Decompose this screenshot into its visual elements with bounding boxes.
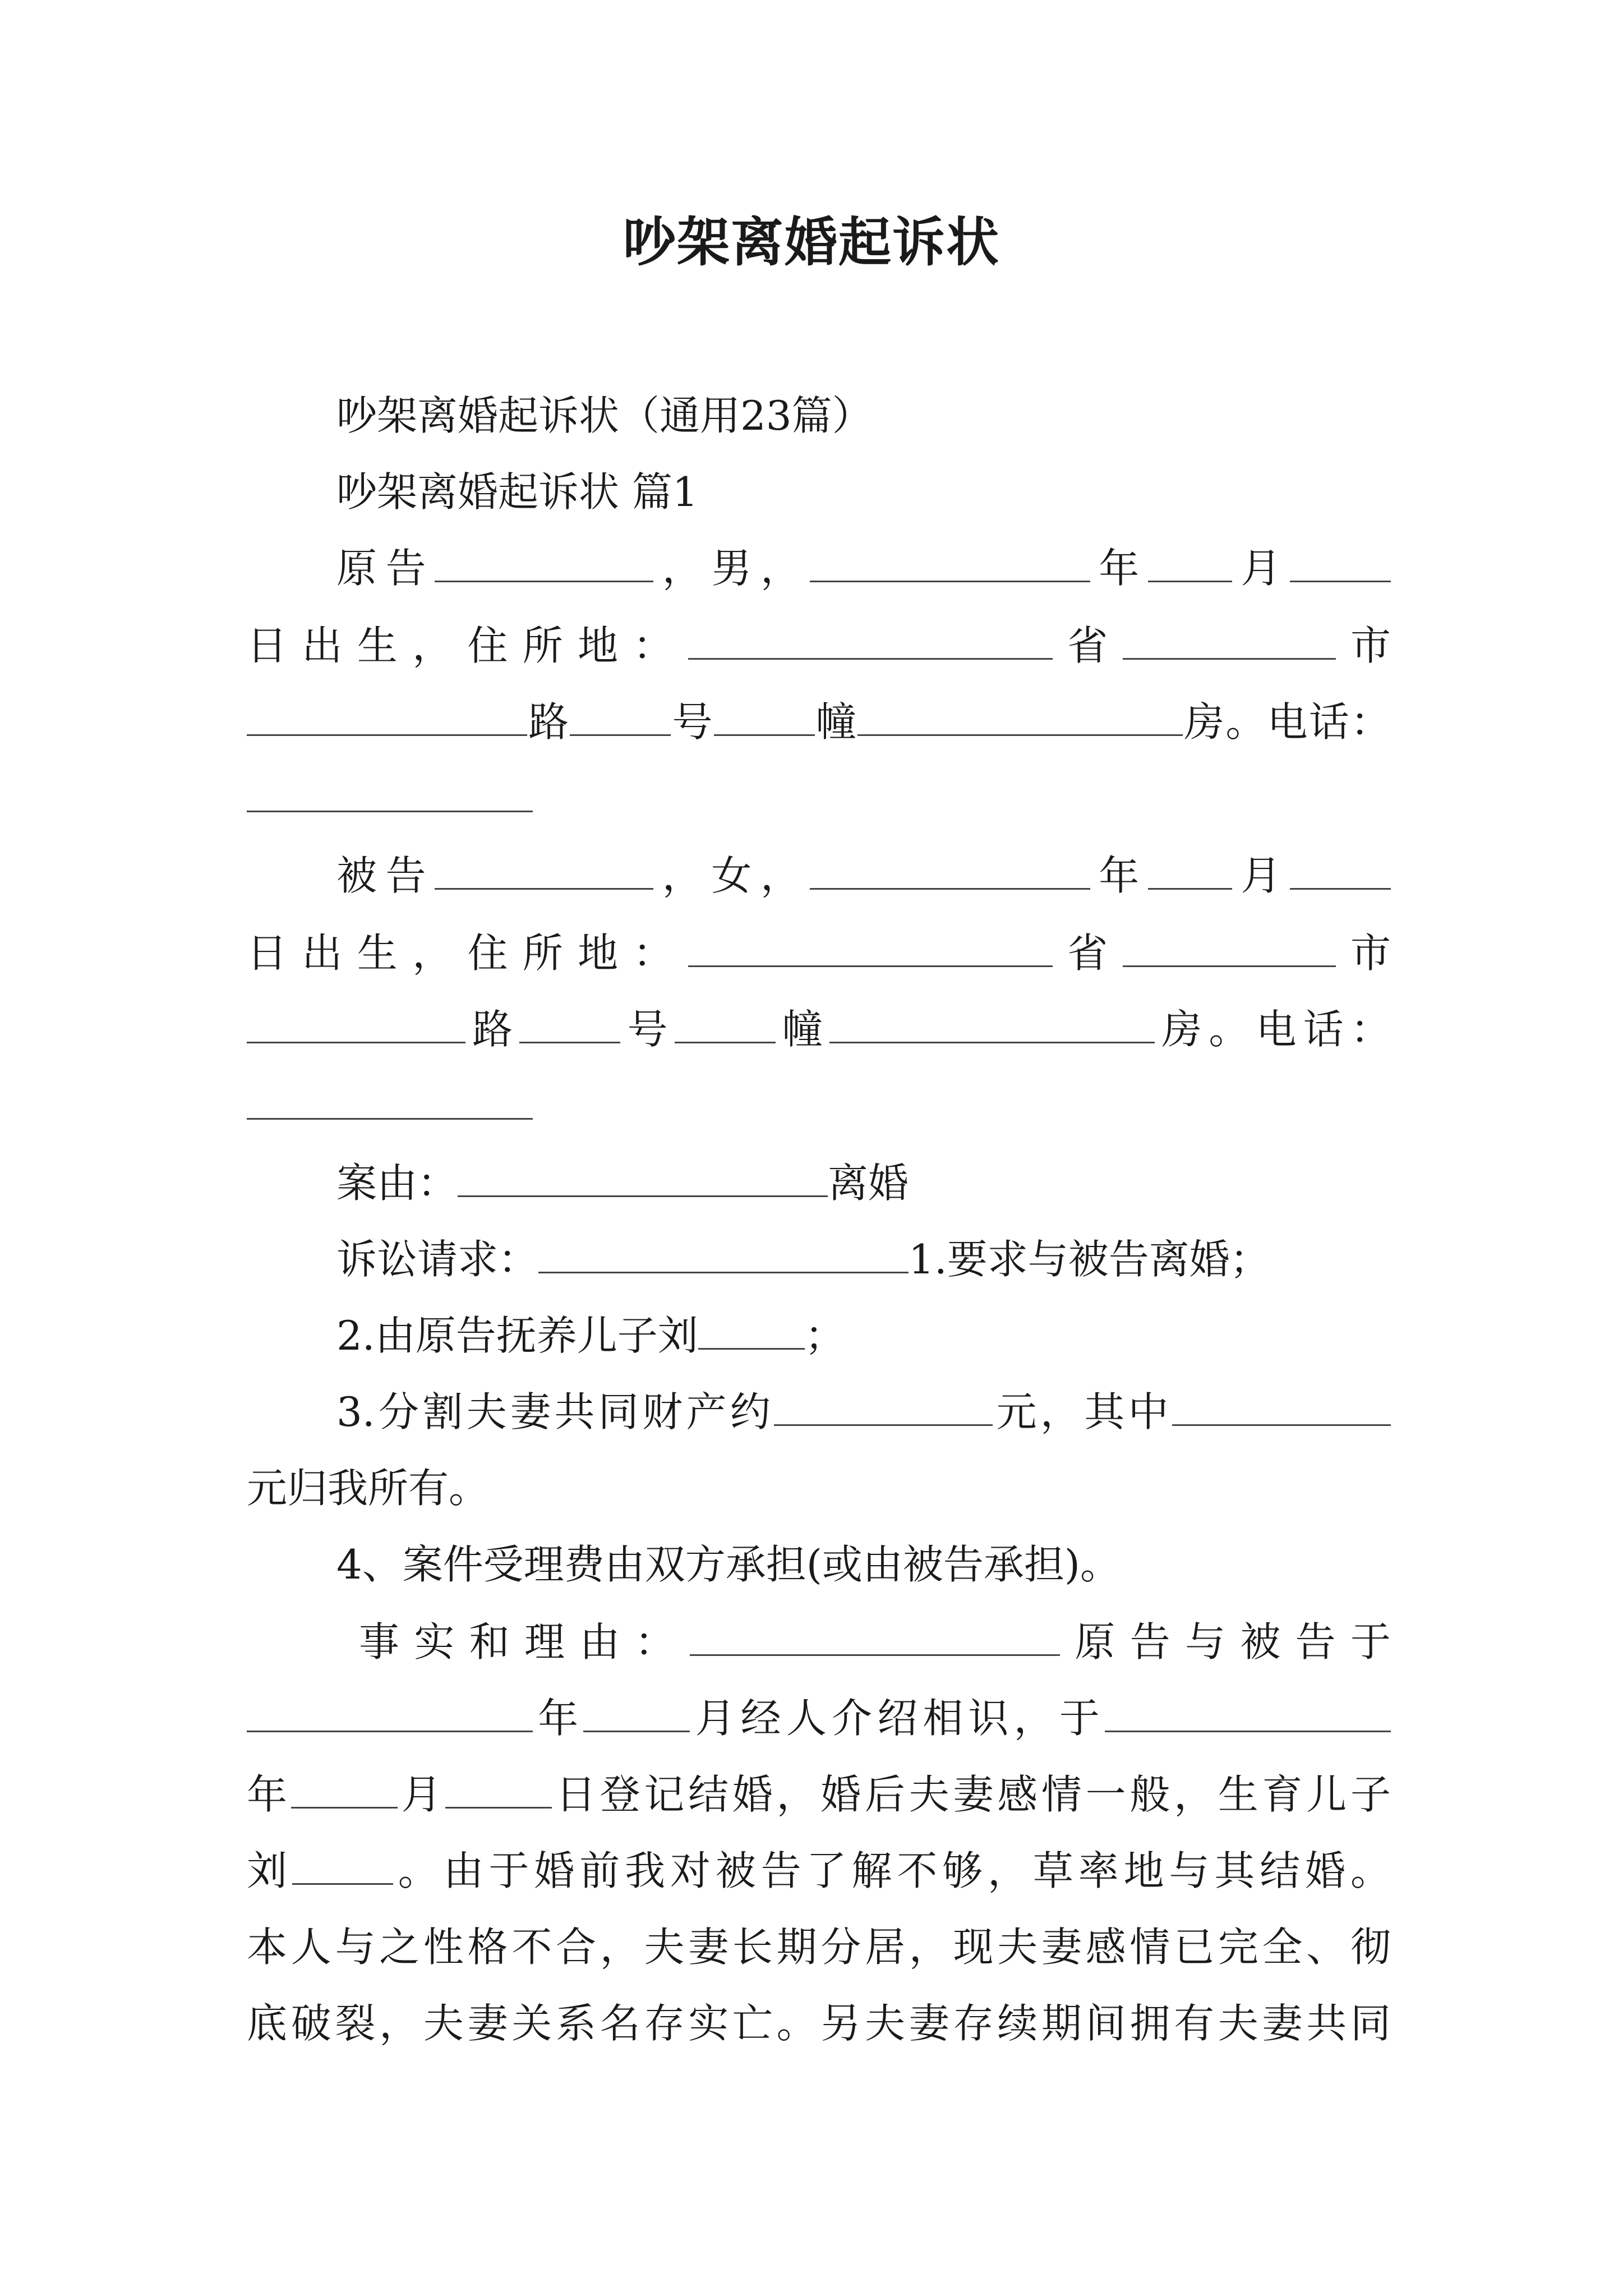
blank-marry-day[interactable] — [445, 1770, 552, 1809]
claim-item-3-cont: 元归我所有。 — [247, 1465, 490, 1512]
blank-defendant-day[interactable] — [1290, 851, 1391, 890]
blank-defendant-room[interactable] — [829, 1005, 1155, 1043]
facts-line-4: 刘 。由于婚前我对被告了解不够，草率地与其结婚。 — [247, 1847, 1391, 1894]
blank-plaintiff-number[interactable] — [570, 697, 671, 736]
document-title: 吵架离婚起诉状 — [623, 211, 1000, 273]
blank-property-total[interactable] — [774, 1387, 993, 1426]
blank-plaintiff-province[interactable] — [688, 621, 1053, 660]
doc-title-line: 吵架离婚起诉状（通用23篇） — [336, 392, 873, 439]
defendant-line-1: 被告 ，女， 年 月 — [336, 845, 1391, 907]
defendant-line-3: 路 号 幢 房。电话： — [247, 999, 1391, 1060]
blank-defendant-building[interactable] — [675, 1005, 776, 1043]
claims-line: 诉讼请求： 1.要求与被告离婚； — [336, 1236, 1270, 1283]
blank-defendant-month[interactable] — [1148, 851, 1232, 890]
defendant-line-2: 日出生，住所地： 省 市 — [247, 930, 1391, 977]
plaintiff-line-3: 路 号 幢 房。电话： — [247, 691, 1391, 753]
plaintiff-line-1: 原告 ，男， 年 月 — [336, 537, 1391, 599]
blank-plaintiff-room[interactable] — [857, 697, 1183, 736]
facts-line-2: 年 月经人介绍相识，于 — [247, 1687, 1391, 1749]
plaintiff-label: 原告 — [336, 545, 435, 592]
blank-defendant-name[interactable] — [435, 851, 653, 890]
blank-defendant-city[interactable] — [1123, 928, 1336, 967]
blank-plaintiff-road[interactable] — [247, 697, 527, 736]
facts-line-6: 底破裂，夫妻关系名存实亡。另夫妻存续期间拥有夫妻共同 — [247, 2000, 1391, 2047]
blank-defendant-province[interactable] — [688, 928, 1053, 967]
blank-plaintiff-city[interactable] — [1123, 621, 1336, 660]
blank-plaintiff-day[interactable] — [1290, 544, 1391, 582]
blank-claims[interactable] — [538, 1235, 909, 1273]
facts-line-5: 本人与之性格不合，夫妻长期分居，现夫妻感情已完全、彻 — [247, 1924, 1391, 1971]
section-heading: 吵架离婚起诉状 篇1 — [336, 468, 698, 516]
blank-facts[interactable] — [690, 1617, 1060, 1656]
blank-defendant-phone[interactable] — [247, 1081, 533, 1120]
blank-cause[interactable] — [458, 1158, 828, 1197]
facts-line-1: 事实和理由： 原告与被告于 — [359, 1618, 1391, 1665]
blank-son-name-2[interactable] — [292, 1846, 393, 1885]
blank-plaintiff-year[interactable] — [810, 544, 1090, 582]
blank-meet-year[interactable] — [247, 1694, 533, 1732]
claim-item-3: 3.分割夫妻共同财产约 元，其中 — [336, 1381, 1391, 1443]
blank-defendant-year[interactable] — [810, 851, 1090, 890]
blank-meet-month[interactable] — [583, 1694, 690, 1732]
claim-item-2: 2.由原告抚养儿子刘 ； — [336, 1312, 845, 1359]
blank-plaintiff-month[interactable] — [1148, 544, 1232, 582]
cause-line: 案由： 离婚 — [336, 1159, 909, 1207]
blank-marry-year[interactable] — [1105, 1694, 1391, 1732]
blank-plaintiff-building[interactable] — [714, 697, 815, 736]
blank-defendant-number[interactable] — [519, 1005, 620, 1043]
blank-plaintiff-name[interactable] — [435, 544, 653, 582]
blank-plaintiff-phone[interactable] — [247, 774, 533, 812]
plaintiff-line-2: 日出生，住所地： 省 市 — [247, 622, 1391, 669]
blank-defendant-road[interactable] — [247, 1005, 465, 1043]
claim-item-4: 4、案件受理费由双方承担(或由被告承担)。 — [336, 1541, 1121, 1588]
defendant-line-4 — [247, 1075, 1391, 1137]
blank-property-share[interactable] — [1172, 1387, 1391, 1426]
defendant-label: 被告 — [336, 852, 435, 899]
blank-son-name[interactable] — [698, 1311, 805, 1350]
blank-marry-month[interactable] — [291, 1770, 398, 1809]
plaintiff-line-4 — [247, 767, 1391, 829]
facts-line-3: 年 月 日登记结婚，婚后夫妻感情一般，生育儿子 — [247, 1771, 1391, 1818]
